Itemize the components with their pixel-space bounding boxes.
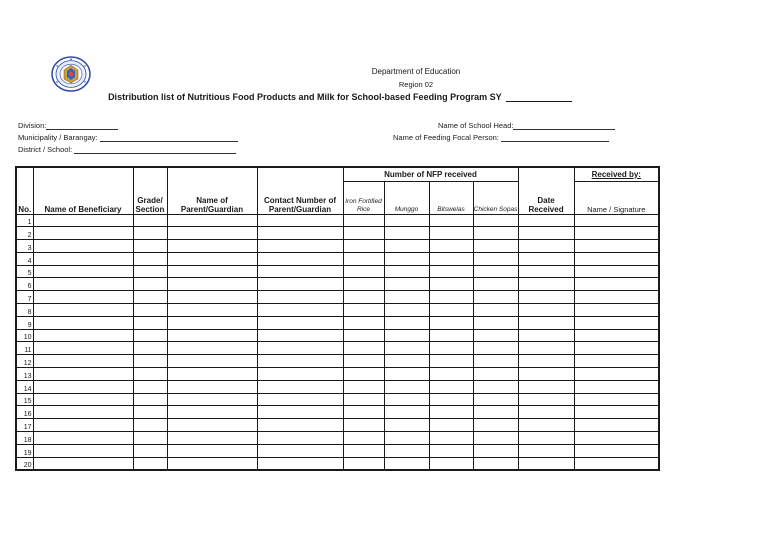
school-head-blank[interactable] — [513, 121, 615, 130]
table-cell[interactable] — [133, 214, 167, 227]
table-row — [16, 265, 659, 278]
table-cell[interactable] — [518, 393, 574, 406]
table-row — [16, 214, 659, 227]
table-cell[interactable] — [384, 265, 429, 278]
table-cell[interactable] — [429, 432, 473, 445]
table-cell[interactable] — [473, 342, 518, 355]
table-cell[interactable] — [133, 252, 167, 265]
table-cell[interactable] — [133, 432, 167, 445]
table-cell[interactable] — [133, 304, 167, 317]
table-row — [16, 240, 659, 253]
table-cell[interactable] — [574, 355, 659, 368]
table-row — [16, 432, 659, 445]
table-cell[interactable] — [429, 380, 473, 393]
table-cell[interactable] — [574, 380, 659, 393]
table-cell[interactable] — [257, 368, 343, 381]
table-cell[interactable] — [257, 380, 343, 393]
table-cell[interactable] — [473, 368, 518, 381]
table-cell[interactable] — [33, 457, 133, 470]
table-cell[interactable] — [33, 368, 133, 381]
table-cell[interactable] — [167, 380, 257, 393]
row-number: 18 — [16, 432, 33, 445]
table-cell[interactable] — [384, 278, 429, 291]
school-head-label: Name of School Head: — [438, 121, 514, 130]
row-number: 5 — [16, 265, 33, 278]
table-cell[interactable] — [429, 252, 473, 265]
table-cell[interactable] — [384, 252, 429, 265]
table-cell[interactable] — [429, 291, 473, 304]
parent-line-2: Parent/Guardian — [180, 204, 244, 214]
table-cell[interactable] — [343, 316, 384, 329]
table-cell[interactable] — [384, 304, 429, 317]
table-cell[interactable] — [257, 240, 343, 253]
table-cell[interactable] — [257, 214, 343, 227]
row-number: 15 — [16, 393, 33, 406]
table-cell[interactable] — [429, 355, 473, 368]
table-cell[interactable] — [343, 304, 384, 317]
table-cell[interactable] — [429, 316, 473, 329]
table-cell[interactable] — [343, 214, 384, 227]
table-cell[interactable] — [574, 393, 659, 406]
table-cell[interactable] — [33, 444, 133, 457]
row-number: 10 — [16, 329, 33, 342]
table-cell[interactable] — [33, 393, 133, 406]
table-cell[interactable] — [343, 342, 384, 355]
table-cell[interactable] — [473, 355, 518, 368]
table-cell[interactable] — [33, 278, 133, 291]
table-cell[interactable] — [257, 444, 343, 457]
table-cell[interactable] — [473, 265, 518, 278]
table-cell[interactable] — [574, 432, 659, 445]
table-cell[interactable] — [167, 291, 257, 304]
table-cell[interactable] — [473, 329, 518, 342]
table-cell[interactable] — [257, 355, 343, 368]
table-row — [16, 329, 659, 342]
grade-line-2: Section — [135, 204, 165, 214]
table-cell[interactable] — [167, 316, 257, 329]
row-number: 7 — [16, 291, 33, 304]
table-cell[interactable] — [574, 227, 659, 240]
row-number: 13 — [16, 368, 33, 381]
table-row — [16, 342, 659, 355]
table-cell[interactable] — [167, 227, 257, 240]
table-cell[interactable] — [33, 214, 133, 227]
table-cell[interactable] — [429, 419, 473, 432]
focal-person-label: Name of Feeding Focal Person: — [393, 133, 499, 142]
table-cell[interactable] — [133, 355, 167, 368]
table-cell[interactable] — [574, 265, 659, 278]
table-cell[interactable] — [133, 342, 167, 355]
table-cell[interactable] — [133, 419, 167, 432]
table-cell[interactable] — [574, 457, 659, 470]
table-cell[interactable] — [343, 329, 384, 342]
table-cell[interactable] — [384, 355, 429, 368]
table-cell[interactable] — [473, 419, 518, 432]
table-cell[interactable] — [429, 342, 473, 355]
table-cell[interactable] — [473, 214, 518, 227]
table-cell[interactable] — [257, 265, 343, 278]
table-cell[interactable] — [167, 304, 257, 317]
table-row — [16, 406, 659, 419]
table-cell[interactable] — [574, 444, 659, 457]
table-cell[interactable] — [133, 291, 167, 304]
table-cell[interactable] — [257, 252, 343, 265]
table-cell[interactable] — [429, 240, 473, 253]
table-cell[interactable] — [518, 278, 574, 291]
table-cell[interactable] — [518, 342, 574, 355]
table-cell[interactable] — [167, 342, 257, 355]
table-cell[interactable] — [133, 406, 167, 419]
table-cell[interactable] — [574, 419, 659, 432]
table-cell[interactable] — [473, 457, 518, 470]
nfp-munggo: Munggo — [384, 181, 429, 214]
contact-line-2: Parent/Guardian — [268, 204, 332, 214]
table-cell[interactable] — [429, 393, 473, 406]
table-cell[interactable] — [257, 329, 343, 342]
row-number: 12 — [16, 355, 33, 368]
date-line-1: Date — [537, 195, 555, 205]
table-cell[interactable] — [473, 380, 518, 393]
table-cell[interactable] — [473, 432, 518, 445]
table-cell[interactable] — [167, 393, 257, 406]
table-cell[interactable] — [384, 419, 429, 432]
table-cell[interactable] — [473, 393, 518, 406]
table-cell[interactable] — [167, 278, 257, 291]
table-cell[interactable] — [429, 214, 473, 227]
table-cell[interactable] — [343, 432, 384, 445]
table-cell[interactable] — [518, 316, 574, 329]
table-cell[interactable] — [167, 240, 257, 253]
document-title — [0, 92, 724, 102]
table-cell[interactable] — [167, 406, 257, 419]
table-cell[interactable] — [574, 304, 659, 317]
table-cell[interactable] — [167, 214, 257, 227]
district-blank[interactable] — [74, 145, 236, 154]
row-number: 2 — [16, 227, 33, 240]
table-cell[interactable] — [518, 291, 574, 304]
table-cell[interactable] — [429, 329, 473, 342]
table-cell[interactable] — [384, 444, 429, 457]
row-number: 11 — [16, 342, 33, 355]
table-cell[interactable] — [343, 457, 384, 470]
table-cell[interactable] — [429, 444, 473, 457]
table-cell[interactable] — [133, 278, 167, 291]
table-cell[interactable] — [518, 355, 574, 368]
table-row — [16, 291, 659, 304]
table-cell[interactable] — [518, 214, 574, 227]
table-cell[interactable] — [167, 457, 257, 470]
division-field — [18, 121, 118, 130]
document-title-text: Distribution list of Nutritious Food Products and Milk for School-based Feeding Program SY — [108, 92, 502, 102]
table-cell[interactable] — [574, 278, 659, 291]
table-cell[interactable] — [518, 227, 574, 240]
table-cell[interactable] — [33, 329, 133, 342]
table-cell[interactable] — [33, 342, 133, 355]
table-cell[interactable] — [518, 265, 574, 278]
table-cell[interactable] — [343, 393, 384, 406]
table-cell[interactable] — [473, 252, 518, 265]
table-cell[interactable] — [429, 368, 473, 381]
row-number: 16 — [16, 406, 33, 419]
row-number: 9 — [16, 316, 33, 329]
table-cell[interactable] — [518, 329, 574, 342]
table-cell[interactable] — [257, 227, 343, 240]
table-cell[interactable] — [343, 291, 384, 304]
received-by-header: Received by: — [574, 167, 659, 181]
table-cell[interactable] — [384, 380, 429, 393]
row-number: 3 — [16, 240, 33, 253]
row-number: 19 — [16, 444, 33, 457]
focal-person-blank[interactable] — [501, 133, 609, 142]
table-cell[interactable] — [167, 419, 257, 432]
table-cell[interactable] — [33, 227, 133, 240]
table-row — [16, 278, 659, 291]
table-row — [16, 393, 659, 406]
table-cell[interactable] — [343, 444, 384, 457]
table-row — [16, 252, 659, 265]
table-row — [16, 457, 659, 470]
table-row — [16, 368, 659, 381]
table-cell[interactable] — [343, 265, 384, 278]
table-row — [16, 419, 659, 432]
table-cell[interactable] — [384, 368, 429, 381]
table-cell[interactable] — [133, 329, 167, 342]
municipality-label: Municipality / Barangay: — [18, 133, 98, 142]
table-cell[interactable] — [429, 406, 473, 419]
table-cell[interactable] — [518, 432, 574, 445]
table-row — [16, 227, 659, 240]
table-cell[interactable] — [167, 368, 257, 381]
table-cell[interactable] — [429, 457, 473, 470]
table-cell[interactable] — [384, 329, 429, 342]
beneficiary-table — [15, 166, 660, 471]
col-header-parent — [167, 167, 257, 214]
table-cell[interactable] — [518, 380, 574, 393]
region-name: Region 02 — [398, 80, 434, 89]
col-header-contact — [257, 167, 343, 214]
table-cell[interactable] — [167, 252, 257, 265]
nfp-bitswelas: Bitswelas — [429, 181, 473, 214]
table-cell[interactable] — [384, 457, 429, 470]
table-cell[interactable] — [429, 278, 473, 291]
row-number: 6 — [16, 278, 33, 291]
table-cell[interactable] — [343, 368, 384, 381]
table-row — [16, 380, 659, 393]
table-cell[interactable] — [133, 265, 167, 278]
col-header-no: No. — [16, 167, 33, 214]
nfp-chicken-sopas: Chicken Sopas — [473, 181, 518, 214]
table-cell[interactable] — [133, 316, 167, 329]
table-cell[interactable] — [574, 316, 659, 329]
focal-person-field — [393, 133, 609, 142]
table-cell[interactable] — [33, 304, 133, 317]
table-cell[interactable] — [33, 432, 133, 445]
table-cell[interactable] — [33, 380, 133, 393]
table-cell[interactable] — [574, 342, 659, 355]
district-label: District / School: — [18, 145, 73, 154]
district-field — [18, 145, 236, 154]
table-cell[interactable] — [33, 252, 133, 265]
table-cell[interactable] — [257, 406, 343, 419]
table-cell[interactable] — [384, 316, 429, 329]
table-cell[interactable] — [167, 432, 257, 445]
table-cell[interactable] — [343, 278, 384, 291]
department-name: Department of Education — [371, 67, 461, 76]
table-cell[interactable] — [473, 278, 518, 291]
table-cell[interactable] — [384, 291, 429, 304]
table-row — [16, 304, 659, 317]
table-row — [16, 355, 659, 368]
table-cell[interactable] — [33, 419, 133, 432]
table-cell[interactable] — [473, 406, 518, 419]
col-header-grade — [133, 167, 167, 214]
table-cell[interactable] — [33, 316, 133, 329]
table-cell[interactable] — [429, 304, 473, 317]
municipality-blank[interactable] — [100, 133, 238, 142]
table-cell[interactable] — [343, 227, 384, 240]
table-cell[interactable] — [473, 316, 518, 329]
table-cell[interactable] — [473, 304, 518, 317]
table-cell[interactable] — [343, 406, 384, 419]
row-number: 1 — [16, 214, 33, 227]
table-cell[interactable] — [518, 457, 574, 470]
table-cell[interactable] — [257, 291, 343, 304]
table-cell[interactable] — [574, 406, 659, 419]
municipality-field — [18, 133, 238, 142]
table-cell[interactable] — [429, 265, 473, 278]
table-cell[interactable] — [518, 419, 574, 432]
date-line-2: Received — [528, 204, 564, 214]
table-cell[interactable] — [473, 227, 518, 240]
table-cell[interactable] — [574, 240, 659, 253]
table-cell[interactable] — [518, 240, 574, 253]
table-cell[interactable] — [574, 214, 659, 227]
table-cell[interactable] — [343, 240, 384, 253]
school-head-field — [438, 121, 615, 130]
table-cell[interactable] — [473, 291, 518, 304]
table-cell[interactable] — [33, 355, 133, 368]
table-cell[interactable] — [384, 227, 429, 240]
table-cell[interactable] — [167, 265, 257, 278]
table-cell[interactable] — [167, 329, 257, 342]
table-cell[interactable] — [518, 252, 574, 265]
table-cell[interactable] — [167, 355, 257, 368]
row-number: 4 — [16, 252, 33, 265]
division-label: Division: — [18, 121, 47, 130]
col-header-beneficiary: Name of Beneficiary — [33, 167, 133, 214]
table-cell[interactable] — [33, 291, 133, 304]
table-cell[interactable] — [257, 393, 343, 406]
table-cell[interactable] — [133, 368, 167, 381]
nfp-iron-fortified-rice: Iron Fortified Rice — [343, 181, 384, 214]
table-cell[interactable] — [257, 316, 343, 329]
table-cell[interactable] — [518, 406, 574, 419]
table-cell[interactable] — [133, 457, 167, 470]
col-header-signature: Name / Signature — [574, 181, 659, 214]
table-cell[interactable] — [133, 227, 167, 240]
division-blank[interactable] — [46, 121, 118, 130]
table-cell[interactable] — [257, 419, 343, 432]
table-cell[interactable] — [343, 419, 384, 432]
table-cell[interactable] — [574, 252, 659, 265]
table-cell[interactable] — [518, 368, 574, 381]
table-cell[interactable] — [167, 444, 257, 457]
table-row — [16, 444, 659, 457]
table-cell[interactable] — [33, 240, 133, 253]
table-cell[interactable] — [133, 240, 167, 253]
table-cell[interactable] — [257, 278, 343, 291]
table-cell[interactable] — [574, 291, 659, 304]
table-cell[interactable] — [384, 240, 429, 253]
row-number: 14 — [16, 380, 33, 393]
table-cell[interactable] — [257, 457, 343, 470]
table-cell[interactable] — [518, 304, 574, 317]
table-cell[interactable] — [384, 393, 429, 406]
row-number: 8 — [16, 304, 33, 317]
table-row — [16, 316, 659, 329]
parent-line-1: Name of — [196, 195, 228, 205]
table-cell[interactable] — [33, 265, 133, 278]
table-cell[interactable] — [384, 406, 429, 419]
nfp-group-header: Number of NFP received — [343, 167, 518, 181]
table-cell[interactable] — [33, 406, 133, 419]
table-cell[interactable] — [343, 380, 384, 393]
table-cell[interactable] — [384, 214, 429, 227]
table-cell[interactable] — [574, 368, 659, 381]
row-number: 20 — [16, 457, 33, 470]
table-cell[interactable] — [473, 240, 518, 253]
table-cell[interactable] — [343, 355, 384, 368]
table-cell[interactable] — [257, 342, 343, 355]
table-cell[interactable] — [384, 342, 429, 355]
table-cell[interactable] — [257, 432, 343, 445]
grade-line-1: Grade/ — [137, 195, 163, 205]
table-cell[interactable] — [384, 432, 429, 445]
table-cell[interactable] — [133, 380, 167, 393]
table-cell[interactable] — [574, 329, 659, 342]
table-cell[interactable] — [429, 227, 473, 240]
row-number: 17 — [16, 419, 33, 432]
contact-line-1: Contact Number of — [264, 195, 336, 205]
table-cell[interactable] — [133, 444, 167, 457]
table-cell[interactable] — [257, 304, 343, 317]
table-cell[interactable] — [133, 393, 167, 406]
col-header-date — [518, 167, 574, 214]
table-cell[interactable] — [518, 444, 574, 457]
table-cell[interactable] — [343, 252, 384, 265]
school-year-blank[interactable] — [506, 92, 572, 102]
table-cell[interactable] — [473, 444, 518, 457]
